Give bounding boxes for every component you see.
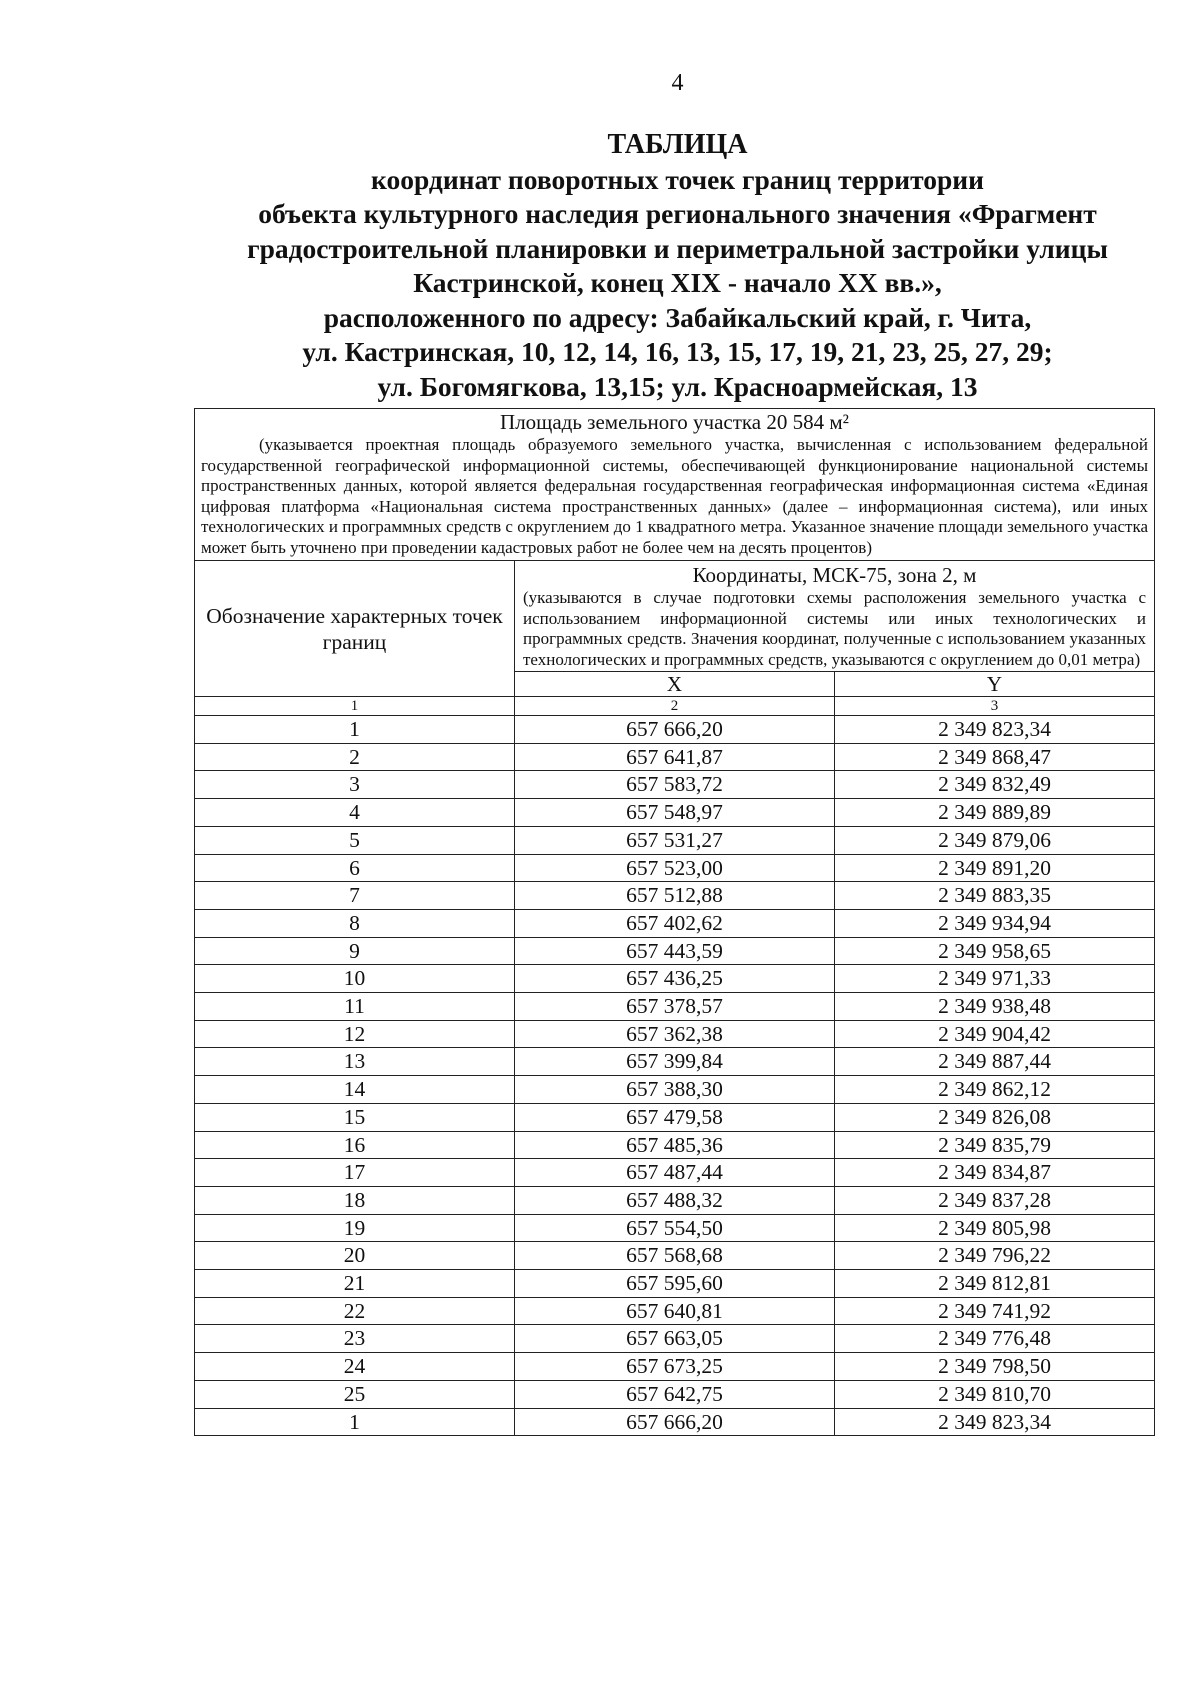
y-coordinate: 2 349 812,81	[835, 1270, 1155, 1298]
y-coordinate: 2 349 934,94	[835, 909, 1155, 937]
column-number: 1	[195, 697, 515, 716]
table-row	[195, 1297, 1155, 1325]
y-coordinate: 2 349 832,49	[835, 771, 1155, 799]
y-coordinate: 2 349 835,79	[835, 1131, 1155, 1159]
y-axis-header: Y	[835, 672, 1155, 697]
y-coordinate: 2 349 883,35	[835, 882, 1155, 910]
x-coordinate: 657 666,20	[515, 716, 835, 744]
heading-line: градостроительной планировки и периметральной застройки улицы	[247, 232, 1108, 264]
y-coordinate: 2 349 887,44	[835, 1048, 1155, 1076]
table-row	[195, 1353, 1155, 1381]
coords-note: (указываются в случае подготовки схемы расположения земельного участка с использованием информационной системы или иных технологических и программных средств. Значения координат, полученные с использованием указанных технологических и программных средств, указываются с округлением до 0,01 метра)	[523, 588, 1146, 669]
point-number: 21	[195, 1270, 515, 1298]
heading-line: ул. Кастринская, 10, 12, 14, 16, 13, 15, 17, 19, 21, 23, 25, 27, 29;	[302, 336, 1053, 367]
point-number: 22	[195, 1297, 515, 1325]
coords-header-cell	[515, 561, 1155, 672]
y-coordinate: 2 349 879,06	[835, 826, 1155, 854]
point-number: 23	[195, 1325, 515, 1353]
area-note: (указывается проектная площадь образуемого земельного участка, вычисленная с использованием федеральной государственной географической информационной системы, обеспечивающей функционирование национальной системы пространственных данных, которой является федеральная государственная географическая информационная система «Единая цифровая платформа «Национальная система пространственных данных» (далее – информационная система), или иных технологических и программных средств с округлением до 1 квадратного метра. Указанное значение площади земельного участка может быть уточнено при проведении кадастровых работ не более чем на десять процентов)	[201, 435, 1148, 557]
point-number: 14	[195, 1076, 515, 1104]
y-coordinate: 2 349 971,33	[835, 965, 1155, 993]
point-number: 1	[195, 1408, 515, 1436]
table-row	[195, 1076, 1155, 1104]
point-number: 24	[195, 1353, 515, 1381]
point-number: 10	[195, 965, 515, 993]
y-coordinate: 2 349 958,65	[835, 937, 1155, 965]
x-coordinate: 657 362,38	[515, 1020, 835, 1048]
point-number: 11	[195, 993, 515, 1021]
table-row	[195, 1159, 1155, 1187]
x-coordinate: 657 488,32	[515, 1186, 835, 1214]
heading-line: ул. Богомягкова, 13,15; ул. Красноармейская, 13	[377, 370, 978, 402]
x-coordinate: 657 479,58	[515, 1103, 835, 1131]
point-number: 2	[195, 743, 515, 771]
y-coordinate: 2 349 862,12	[835, 1076, 1155, 1104]
x-coordinate: 657 583,72	[515, 771, 835, 799]
y-coordinate: 2 349 826,08	[835, 1103, 1155, 1131]
y-coordinate: 2 349 837,28	[835, 1186, 1155, 1214]
table-row	[195, 909, 1155, 937]
y-coordinate: 2 349 823,34	[835, 716, 1155, 744]
x-coordinate: 657 663,05	[515, 1325, 835, 1353]
y-coordinate: 2 349 798,50	[835, 1353, 1155, 1381]
table-row	[195, 1131, 1155, 1159]
x-coordinate: 657 399,84	[515, 1048, 835, 1076]
point-number: 5	[195, 826, 515, 854]
x-coordinate: 657 487,44	[515, 1159, 835, 1187]
x-axis-header: X	[515, 672, 835, 697]
point-number: 3	[195, 771, 515, 799]
x-coordinate: 657 548,97	[515, 799, 835, 827]
point-number: 16	[195, 1131, 515, 1159]
table-row	[195, 1325, 1155, 1353]
y-coordinate: 2 349 904,42	[835, 1020, 1155, 1048]
coordinate-rows	[195, 716, 1155, 1436]
point-number: 7	[195, 882, 515, 910]
point-number: 20	[195, 1242, 515, 1270]
x-coordinate: 657 666,20	[515, 1408, 835, 1436]
point-number: 18	[195, 1186, 515, 1214]
page-number: 4	[671, 70, 684, 96]
point-number: 6	[195, 854, 515, 882]
column-number: 2	[515, 697, 835, 716]
point-number: 15	[195, 1103, 515, 1131]
table-row	[195, 771, 1155, 799]
point-number: 17	[195, 1159, 515, 1187]
point-label-header: Обозначение характерных точек границ	[195, 561, 515, 697]
table-row	[195, 1214, 1155, 1242]
heading-line: Кастринской, конец XIX - начало XX вв.»,	[413, 267, 942, 298]
document-heading	[200, 128, 1155, 404]
y-coordinate: 2 349 805,98	[835, 1214, 1155, 1242]
table-row	[195, 1242, 1155, 1270]
x-coordinate: 657 402,62	[515, 909, 835, 937]
table-row	[195, 799, 1155, 827]
table-row	[195, 965, 1155, 993]
heading-line: расположенного по адресу: Забайкальский край, г. Чита,	[323, 301, 1032, 333]
x-coordinate: 657 642,75	[515, 1380, 835, 1408]
y-coordinate: 2 349 796,22	[835, 1242, 1155, 1270]
y-coordinate: 2 349 938,48	[835, 993, 1155, 1021]
y-coordinate: 2 349 889,89	[835, 799, 1155, 827]
coords-title: Координаты, МСК-75, зона 2, м	[692, 563, 977, 587]
column-number-row	[195, 697, 1155, 716]
table-row	[195, 1380, 1155, 1408]
x-coordinate: 657 378,57	[515, 993, 835, 1021]
y-coordinate: 2 349 810,70	[835, 1380, 1155, 1408]
area-row	[195, 409, 1155, 561]
x-coordinate: 657 640,81	[515, 1297, 835, 1325]
y-coordinate: 2 349 823,34	[835, 1408, 1155, 1436]
point-number: 13	[195, 1048, 515, 1076]
point-number: 1	[195, 716, 515, 744]
point-number: 4	[195, 799, 515, 827]
point-number: 8	[195, 909, 515, 937]
point-number: 19	[195, 1214, 515, 1242]
x-coordinate: 657 388,30	[515, 1076, 835, 1104]
x-coordinate: 657 595,60	[515, 1270, 835, 1298]
x-coordinate: 657 673,25	[515, 1353, 835, 1381]
table-row	[195, 826, 1155, 854]
x-coordinate: 657 436,25	[515, 965, 835, 993]
heading-line: координат поворотных точек границ территории	[371, 163, 984, 195]
point-number: 25	[195, 1380, 515, 1408]
y-coordinate: 2 349 834,87	[835, 1159, 1155, 1187]
y-coordinate: 2 349 776,48	[835, 1325, 1155, 1353]
table-row	[195, 882, 1155, 910]
table-row	[195, 993, 1155, 1021]
table-row	[195, 1270, 1155, 1298]
point-number: 12	[195, 1020, 515, 1048]
table-row	[195, 716, 1155, 744]
table-row	[195, 1103, 1155, 1131]
point-number: 9	[195, 937, 515, 965]
x-coordinate: 657 512,88	[515, 882, 835, 910]
heading-line: объекта культурного наследия регионального значения «Фрагмент	[258, 198, 1097, 229]
table-row	[195, 854, 1155, 882]
x-coordinate: 657 485,36	[515, 1131, 835, 1159]
area-title: Площадь земельного участка 20 584 м²	[500, 410, 849, 434]
coordinates-table	[194, 408, 1155, 1436]
y-coordinate: 2 349 868,47	[835, 743, 1155, 771]
area-cell	[195, 409, 1155, 561]
y-coordinate: 2 349 891,20	[835, 854, 1155, 882]
x-coordinate: 657 641,87	[515, 743, 835, 771]
y-coordinate: 2 349 741,92	[835, 1297, 1155, 1325]
table-row	[195, 1048, 1155, 1076]
heading-line: ТАБЛИЦА	[607, 129, 748, 160]
x-coordinate: 657 531,27	[515, 826, 835, 854]
header-row	[195, 561, 1155, 672]
x-coordinate: 657 443,59	[515, 937, 835, 965]
table-row	[195, 1408, 1155, 1436]
table-row	[195, 937, 1155, 965]
table-row	[195, 1020, 1155, 1048]
column-number: 3	[835, 697, 1155, 716]
table-row	[195, 1186, 1155, 1214]
table-row	[195, 743, 1155, 771]
x-coordinate: 657 523,00	[515, 854, 835, 882]
x-coordinate: 657 568,68	[515, 1242, 835, 1270]
x-coordinate: 657 554,50	[515, 1214, 835, 1242]
